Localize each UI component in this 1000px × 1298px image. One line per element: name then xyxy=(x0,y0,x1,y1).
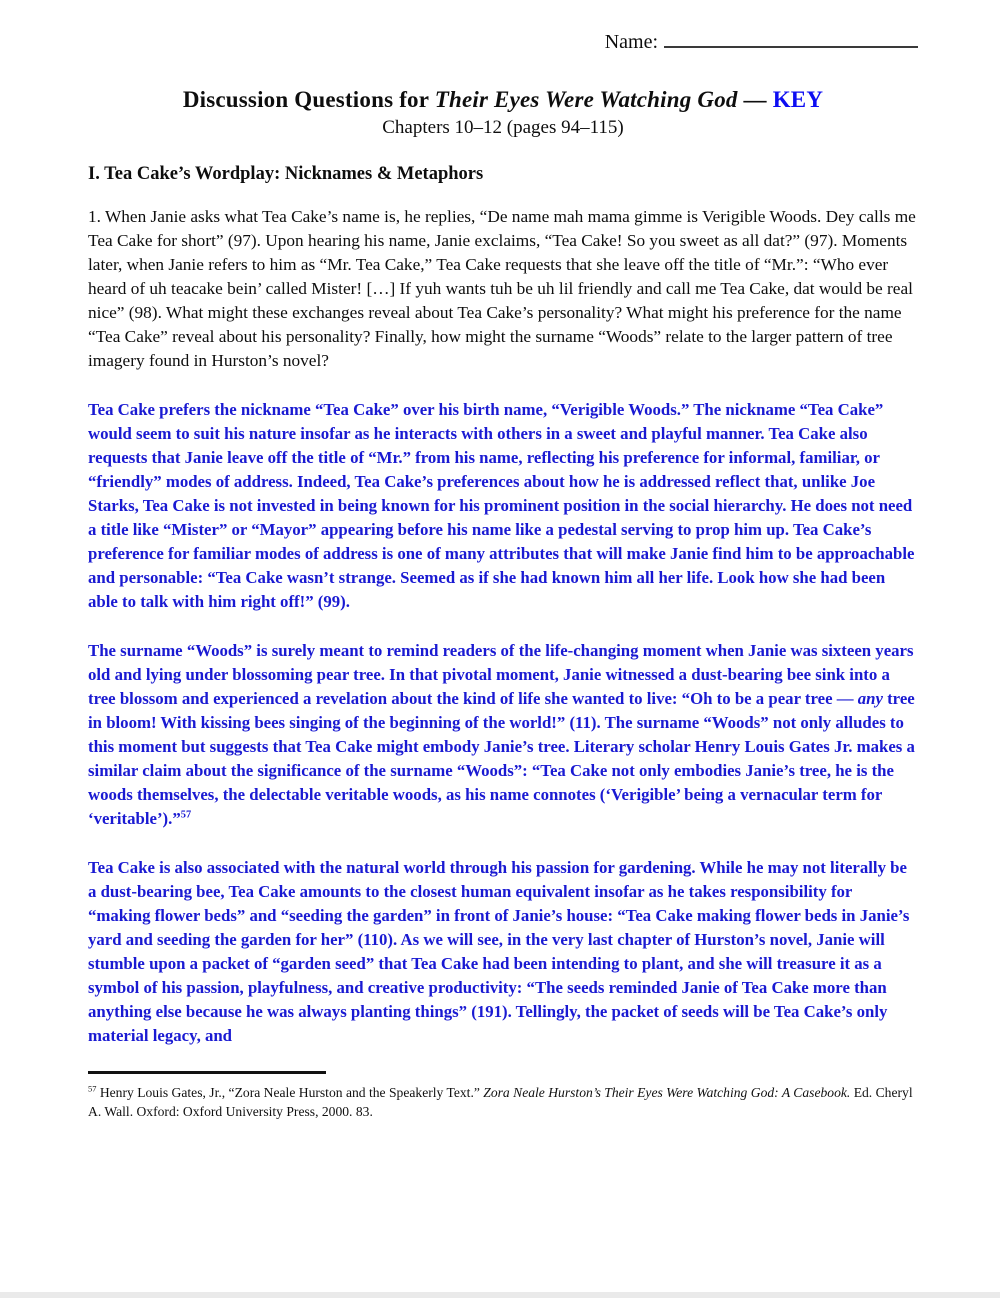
page-subtitle: Chapters 10–12 (pages 94–115) xyxy=(382,117,624,138)
footnote-citation: $^{57}$ Henry Louis Gates, Jr., “Zora Neale Hurston and the Speakerly Text.” Zora Neale Hurston’s Their Eyes Were Watching God: A Casebook. Ed. Cheryl A. Wall. Oxford: Oxford University Press, 2000. 83. xyxy=(88,1083,913,1119)
question-paragraph: 1. When Janie asks what Tea Cake’s name is, he replies, “De name mah mama gimme is Verigible Woods. Dey calls me Tea Cake for short” (97). Upon hearing his name, Janie exclaims, “Tea Cake! So you sweet as all dat?” (97). Moments later, when Janie refers to him as “Mr. Tea Cake,” Tea Cake requests that she leave off the title of “Mr.”: “Who ever heard of uh teacake bein’ called Mister! […] If yuh wants tuh be uh lil friendly and call me Tea Cake, dat would be real nice” (98). What might these exchanges reveal about Tea Cake’s personality? What might his preference for the name “Tea Cake” reveal about his personality? Finally, how might the surname “Woods” relate to the larger pattern of tree imagery found in Hurston’s novel? xyxy=(88,207,916,370)
answer-paragraph-2: The surname “Woods” is surely meant to remind readers of the life-changing moment when Janie was sixteen years old and lying under blossoming pear tree. In that pivotal moment, Janie witnessed a dust-bearing bee sink into a tree blossom and experienced a revelation about the kind of life she wanted to live: “Oh to be a pear tree — any tree in bloom! With kissing bees singing of the beginning of the world!” (11). The surname “Woods” not only alludes to this moment but suggests that Tea Cake might embody Janie’s tree. Literary scholar Henry Louis Gates Jr. makes a similar claim about the significance of the surname “Woods”: “Tea Cake not only embodies Janie’s tree, he is the woods themselves, the delectable veritable woods, as his name connotes (‘Verigible’ being a vernacular term for ‘veritable’).”$^{57}$ xyxy=(88,641,915,828)
page-bottom-edge xyxy=(0,1292,1000,1298)
title-prefix: Discussion Questions for xyxy=(182,87,435,112)
answer-paragraph-3: Tea Cake is also associated with the natural world through his passion for gardening. While he may not literally be a dust-bearing bee, Tea Cake amounts to the closest human equivalent insofar as he takes responsibility for “making flower beds” and “seeding the garden” in front of Janie’s house: “Tea Cake making flower beds in Janie’s yard and seeding the garden for her” (110). As we will see, in the very last chapter of Hurston’s novel, Janie will stumble upon a packet of “garden seed” that Tea Cake had been intending to plant, and she will treasure it as a symbol of his passion, playfulness, and creative productivity: “The seeds reminded Janie of Tea Cake more than anything else because he was always planting things” (191). Tellingly, the packet of seeds will be Tea Cake’s only material legacy, and xyxy=(88,858,910,1045)
name-label: Name: xyxy=(604,31,658,53)
title-key-label: KEY xyxy=(772,87,824,112)
title-book-name: Their Eyes Were Watching God xyxy=(434,87,738,112)
section-heading: I. Tea Cake’s Wordplay: Nicknames & Metaphors xyxy=(88,164,484,184)
answer-paragraph-1: Tea Cake prefers the nickname “Tea Cake” over his birth name, “Verigible Woods.” The nickname “Tea Cake” would seem to suit his nature insofar as he interacts with others in a sweet and playful manner. Tea Cake also requests that Janie leave off the title of “Mr.” from his name, reflecting his preference for informal, familiar, or “friendly” modes of address. Indeed, Tea Cake’s preferences about how he is addressed reflect that, unlike Joe Starks, Tea Cake is not invested in being known for his prominent position in the social hierarchy. He does not need a title like “Mister” or “Mayor” appearing before his name like a pedestal serving to prop him up. Tea Cake’s preference for familiar modes of address is one of many attributes that will make Janie find him to be approachable and personable: “Tea Cake wasn’t strange. Seemed as if she had known him all her life. Look how she had been able to talk with him right off!” (99). xyxy=(88,400,915,611)
footnote-separator xyxy=(88,1071,326,1074)
title-separator: — xyxy=(737,87,773,112)
name-blank-line xyxy=(664,28,918,48)
page-title xyxy=(88,85,918,115)
name-row xyxy=(88,28,918,55)
